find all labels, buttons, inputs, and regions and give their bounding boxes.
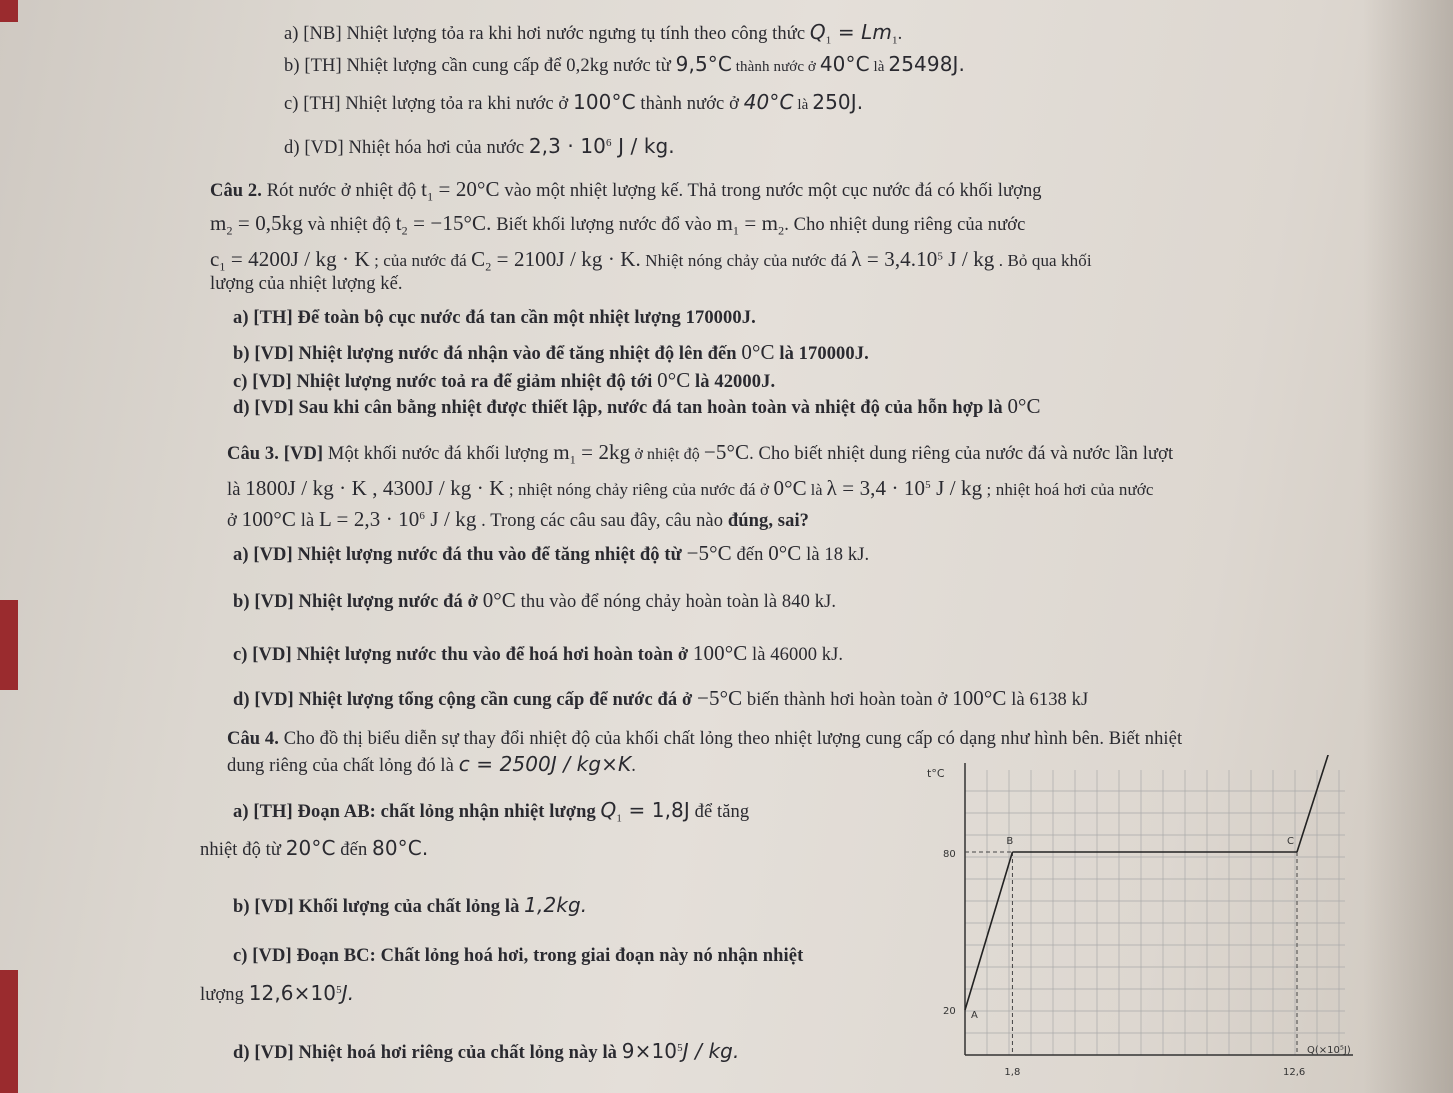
q4-line1 (227, 729, 1182, 750)
q3-line2 (227, 476, 1154, 501)
q4a2-pre: nhiệt độ từ (200, 840, 286, 860)
q2-l3m4: = 2100J / kg · K. (491, 247, 641, 271)
q1b-math: 9,5°C (675, 52, 732, 76)
q1b-text: b) [TH] Nhiệt lượng cần cung cấp để 0,2kg nước từ (284, 56, 676, 76)
q3-option-d (233, 686, 1088, 711)
q2c-pre: c) [VD] Nhiệt lượng nước toả ra để giảm nhiệt độ tới (233, 372, 658, 392)
segment-ab (965, 852, 1012, 1010)
q4-line2 (227, 752, 636, 777)
q2-option-c (233, 368, 775, 393)
q2-l4: lượng của nhiệt lượng kế. (210, 274, 403, 294)
q1a-math: Q (809, 20, 826, 44)
q3-l2m: 1800J / kg · K , 4300J / kg · K (245, 476, 505, 500)
q1-part-a (284, 20, 902, 47)
q4a-post: để tăng (689, 802, 750, 822)
q2-l3m3: C (471, 247, 486, 271)
q2-l2m6: = m (739, 211, 779, 235)
q4-l2b: . (631, 756, 636, 776)
q2-l2s4: 2 (778, 223, 785, 238)
q1d-math: 2,3 · 10 (528, 134, 606, 158)
q4a2-math: 20°C (285, 836, 336, 860)
q4c-pre: c) [VD] Đoạn BC: Chất lỏng hoá hơi, trong giai đoạn này nó nhận nhiệt (233, 946, 804, 966)
q4a-math: Q (600, 798, 617, 822)
q3d-post: là 6138 kJ (1006, 690, 1089, 710)
q3-option-b (233, 588, 836, 613)
q4c2-pre: lượng (200, 985, 249, 1005)
x-tick-label: 1,8 (1004, 1067, 1021, 1078)
q2-l1b: vào một nhiệt lượng kế. Thả trong nước một cục nước đá có khối lượng (499, 181, 1042, 201)
q3c-post: là 46000 kJ. (747, 645, 844, 665)
q1d-text: d) [VD] Nhiệt hóa hơi của nước (284, 138, 529, 158)
q3-l3c: . Trong các câu sau đây, câu nào (476, 511, 728, 531)
q2-l2m4: = −15°C. (407, 211, 492, 235)
q2-l1m: t (421, 177, 428, 201)
q1c-math: 100°C (573, 90, 636, 114)
q1c-math3: 250J. (812, 90, 864, 114)
point-label-c: C (1287, 836, 1294, 847)
q2-l1s: 1 (427, 189, 434, 204)
q4-label: Câu 4. (227, 729, 279, 749)
q2-l2m3: t (395, 211, 402, 235)
graph-grid (965, 770, 1345, 1055)
q2-l3m6: J / kg (942, 247, 995, 271)
q1b-math3: 25498J. (888, 52, 965, 76)
q2-l2m5: m (716, 211, 733, 235)
graph-marks (965, 755, 1339, 1055)
q1a-sub2: 1 (891, 34, 898, 47)
q2-l3m2: = 4200J / kg · K (225, 247, 370, 271)
point-label-a: A (971, 1010, 978, 1021)
q3-l2m2: 0°C (773, 476, 807, 500)
q4a-math2: = 1,8J (622, 798, 690, 822)
q2b-math: 0°C (741, 340, 775, 364)
q1c-mid: thành nước ở (635, 94, 744, 114)
q2d-math: 0°C (1007, 394, 1041, 418)
y-axis-label: t°C (927, 767, 945, 780)
q4-option-a-cont (200, 836, 428, 861)
q4-option-a (233, 798, 749, 825)
q1c-post: là (793, 97, 813, 113)
q4-l1: Cho đồ thị biểu diễn sự thay đổi nhiệt độ của khối chất lỏng theo nhiệt lượng cung cấp có dạng như hình bên. Biết nhiệt (279, 729, 1183, 749)
q1a-text: a) [NB] Nhiệt lượng tỏa ra khi hơi nước ngưng tụ tính theo công thức (284, 24, 810, 44)
q3c-math: 100°C (692, 641, 748, 665)
q2-l3s: 1 (219, 259, 226, 274)
q2-l3c: . Bỏ qua khối (994, 251, 1092, 270)
q3c-pre: c) [VD] Nhiệt lượng nước thu vào để hoá hơi hoàn toàn ở (233, 645, 693, 665)
q3-l2c: là (806, 482, 827, 499)
y-tick-label: 20 (943, 1006, 956, 1017)
q1b-mid: thành nước ở (731, 59, 820, 75)
q2-l3a: ; của nước đá (369, 251, 472, 270)
q4-l2m: c = 2500J / kg×K (458, 752, 632, 776)
q3-line1 (227, 440, 1173, 468)
q3-l1s: 1 (569, 452, 576, 467)
q4c2-math: 12,6×10 (248, 981, 337, 1005)
q3d-math: −5°C (697, 686, 743, 710)
q3d-mid: biến thành hơi hoàn toàn ở (742, 690, 953, 710)
q2-option-b (233, 340, 869, 365)
q4b-math: 1,2kg. (524, 893, 588, 917)
q1c-math2: 40°C (743, 90, 794, 114)
q1b-post: là (869, 59, 889, 75)
q2-l2m2: = 0,5kg (232, 211, 303, 235)
q4-option-b (233, 893, 587, 918)
q3a-post: là 18 kJ. (801, 545, 870, 565)
q2-label: Câu 2. (210, 181, 262, 201)
q3-l3b: là (296, 511, 320, 531)
q3b-pre: b) [VD] Nhiệt lượng nước đá ở (233, 592, 483, 612)
y-tick-label: 80 (943, 849, 956, 860)
q4d-pre: d) [VD] Nhiệt hoá hơi riêng của chất lỏng này là (233, 1043, 622, 1063)
q3d-pre: d) [VD] Nhiệt lượng tổng cộng cần cung cấp để nước đá ở (233, 690, 698, 710)
q3b-post: thu vào để nóng chảy hoàn toàn là 840 kJ. (515, 592, 837, 612)
q1a-post: . (897, 24, 903, 44)
q3-l3m2: L = 2,3 · 10 (319, 507, 420, 531)
q2d-pre: d) [VD] Sau khi cân bằng nhiệt được thiết lập, nước đá tan hoàn toàn và nhiệt độ của hỗn hợp là (233, 398, 1008, 418)
q3a-math2: 0°C (768, 541, 802, 565)
q1-part-b (284, 52, 965, 77)
q3-line3 (227, 507, 809, 532)
q4c2-sup: 5 (336, 983, 342, 996)
temperature-heat-graph (915, 755, 1375, 1085)
q3-l1m: m (553, 440, 570, 464)
q2-l3s2: 2 (485, 259, 492, 274)
q2-line2 (210, 211, 1025, 239)
q4d-math: 9×10 (621, 1039, 678, 1063)
q3-l3sup: 6 (419, 509, 425, 522)
q3a-math: −5°C (686, 541, 732, 565)
q3-l3m3: J / kg (424, 507, 477, 531)
q4a-pre: a) [TH] Đoạn AB: chất lỏng nhận nhiệt lượng (233, 802, 601, 822)
q4a2-mid: đến (335, 840, 373, 860)
q4-option-c (233, 946, 803, 967)
q4b-pre: b) [VD] Khối lượng của chất lỏng là (233, 897, 525, 917)
q1d-post: J / kg. (611, 134, 675, 158)
q2-l3m5: λ = 3,4.10 (851, 247, 938, 271)
q3-l3a: ở (227, 511, 242, 531)
x-axis-label: Q(×10⁵J) (1307, 1045, 1351, 1056)
q4-l2a: dung riêng của chất lỏng đó là (227, 756, 459, 776)
q1-part-c (284, 90, 863, 115)
q1d-sup: 6 (606, 136, 612, 149)
q4c2-math2: J. (341, 981, 355, 1005)
q4-option-d (233, 1039, 739, 1064)
q3-l1m2: = 2kg (575, 440, 631, 464)
q2-l2m: m (210, 211, 227, 235)
q2-l3sup: 5 (937, 250, 943, 263)
q2b-pre: b) [VD] Nhiệt lượng nước đá nhận vào để tăng nhiệt độ lên đến (233, 344, 742, 364)
q1c-text: c) [TH] Nhiệt lượng tỏa ra khi nước ở (284, 94, 573, 114)
q3-l1m3: −5°C (703, 440, 750, 464)
q3-l3bold: đúng, sai? (727, 511, 810, 531)
q1b-math2: 40°C (819, 52, 870, 76)
q2-l2s2: 2 (401, 223, 408, 238)
q1-part-d (284, 134, 675, 159)
q3-l2m3: λ = 3,4 · 10 (826, 476, 926, 500)
q2-l3b: Nhiệt nóng chảy của nước đá (640, 251, 852, 270)
q1a-math2: = Lm (831, 20, 892, 44)
q2-l2s3: 1 (732, 223, 739, 238)
q3d-math2: 100°C (952, 686, 1007, 710)
q2-l2a: và nhiệt độ (302, 215, 396, 235)
q3b-math: 0°C (482, 588, 516, 612)
q3-l1a: Một khối nước đá khối lượng (323, 444, 554, 464)
point-label-b: B (1006, 836, 1014, 847)
q3-l2m4: J / kg (930, 476, 983, 500)
q4d-math2: J / kg. (682, 1039, 740, 1063)
q3-label: Câu 3. [VD] (227, 444, 324, 464)
q4d-sup: 5 (677, 1041, 683, 1054)
q2-l3m: c (210, 247, 220, 271)
q2-l1m2: = 20°C (433, 177, 500, 201)
q3-l2sup: 5 (925, 478, 931, 491)
q2a-text: a) [TH] Để toàn bộ cục nước đá tan cần một nhiệt lượng 170000J. (233, 308, 756, 328)
q3-l3m: 100°C (241, 507, 297, 531)
q2-line4 (210, 274, 403, 295)
x-tick-label: 12,6 (1283, 1067, 1306, 1078)
q2-line1 (210, 177, 1042, 205)
q3-l1b: ở nhiệt độ (630, 446, 704, 463)
q2c-post: là 42000J. (690, 372, 776, 392)
q2b-post: là 170000J. (774, 344, 869, 364)
q4-option-c-cont (200, 981, 354, 1006)
q2-l2c: . Cho nhiệt dung riêng của nước (784, 215, 1026, 235)
q4a2-math2: 80°C. (372, 836, 429, 860)
q2-line3 (210, 247, 1092, 274)
q3-l1c: . Cho biết nhiệt dung riêng của nước đá và nước lần lượt (749, 444, 1174, 464)
q4a-sub: 1 (616, 812, 622, 825)
q3a-mid: đến (731, 545, 769, 565)
graph-axes (927, 763, 1353, 1078)
q3-l2a: là (227, 480, 246, 500)
q2-option-a (233, 308, 756, 329)
q2-l2b: Biết khối lượng nước đổ vào (491, 215, 717, 235)
q1a-sub: 1 (825, 34, 832, 47)
q3-l2d: ; nhiệt hoá hơi của nước (982, 480, 1154, 499)
q2-option-d (233, 394, 1041, 419)
q3-option-c (233, 641, 843, 666)
q3-l2b: ; nhiệt nóng chảy riêng của nước đá ở (504, 480, 774, 499)
q2-l2s: 2 (226, 223, 233, 238)
q2c-math: 0°C (657, 368, 691, 392)
q2-l1a: Rót nước ở nhiệt độ (262, 181, 422, 201)
q3a-pre: a) [VD] Nhiệt lượng nước đá thu vào để tăng nhiệt độ từ (233, 545, 687, 565)
segment-after-c (1297, 755, 1339, 852)
q3-option-a (233, 541, 869, 566)
